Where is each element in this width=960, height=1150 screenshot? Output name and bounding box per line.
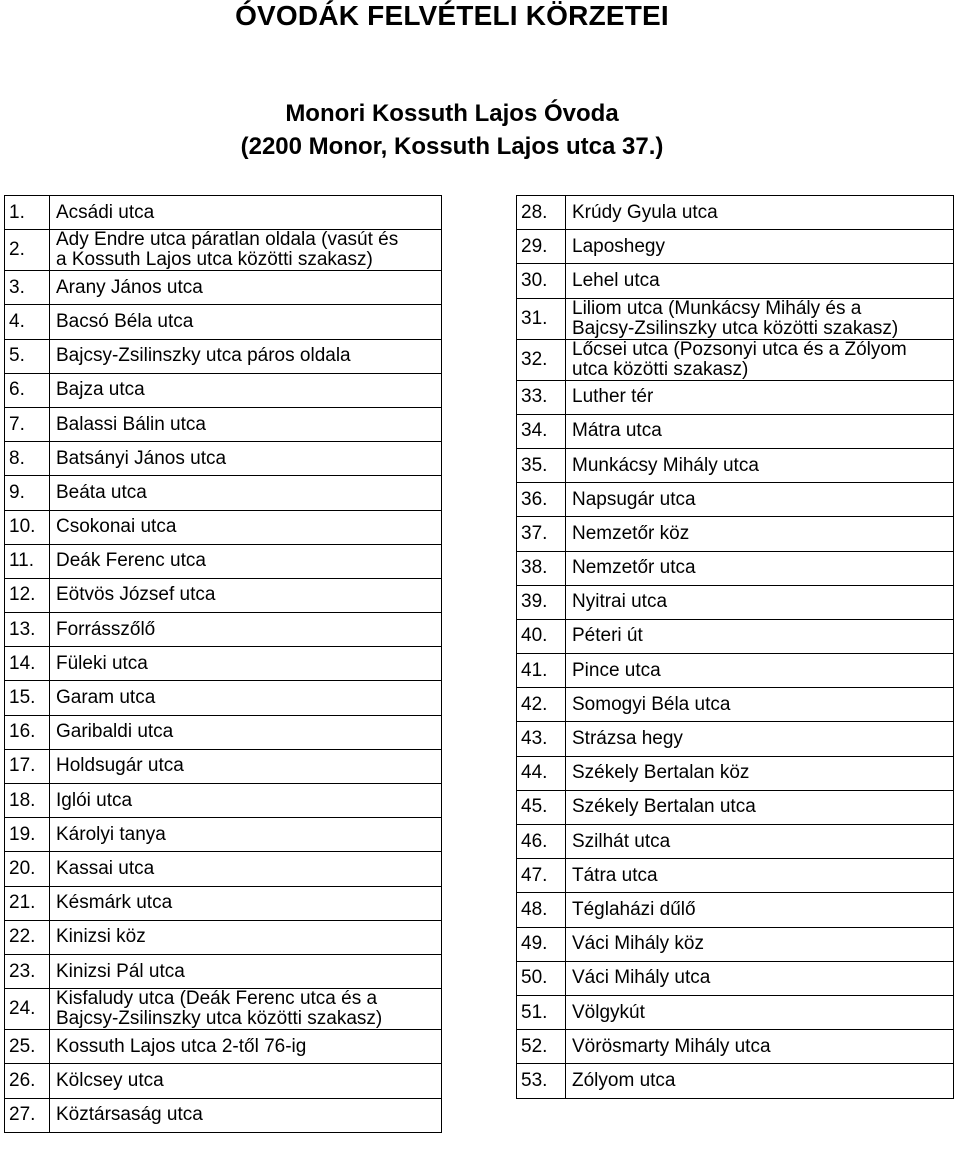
street-name-line: Somogyi Béla utca <box>572 693 731 715</box>
street-row <box>517 995 954 1029</box>
street-number: 33. <box>517 380 566 414</box>
street-name <box>566 264 954 298</box>
street-number: 13. <box>5 613 50 647</box>
street-number: 50. <box>517 961 566 995</box>
street-name-line: Batsányi János utca <box>56 447 227 469</box>
street-name-line: Kisfaludy utca (Deák Ferenc utca és a <box>56 988 378 1010</box>
street-name-line: Bajza utca <box>56 379 145 401</box>
street-number: 19. <box>5 818 50 852</box>
street-row <box>5 989 442 1030</box>
street-row <box>517 551 954 585</box>
street-name <box>50 613 442 647</box>
street-name-line: Vörösmarty Mihály utca <box>572 1035 771 1057</box>
street-name-line: Strázsa hegy <box>572 728 683 750</box>
street-name <box>566 230 954 264</box>
street-name-line: Acsádi utca <box>56 201 155 223</box>
street-number: 41. <box>517 654 566 688</box>
street-name-line: Eötvös József utca <box>56 584 216 606</box>
street-number: 4. <box>5 305 50 339</box>
street-row <box>517 230 954 264</box>
street-row <box>5 305 442 339</box>
street-row <box>5 339 442 373</box>
street-name <box>566 414 954 448</box>
street-row <box>517 483 954 517</box>
street-number: 37. <box>517 517 566 551</box>
street-number: 23. <box>5 954 50 988</box>
street-number: 7. <box>5 407 50 441</box>
street-name <box>566 722 954 756</box>
street-name <box>50 373 442 407</box>
street-name <box>566 756 954 790</box>
street-row <box>517 1064 954 1098</box>
street-name-line: Bajcsy-Zsilinszky utca páros oldala <box>56 345 351 367</box>
street-name-line: Liliom utca (Munkácsy Mihály és a <box>572 297 862 319</box>
street-number: 20. <box>5 852 50 886</box>
street-name-line: Lőcsei utca (Pozsonyi utca és a Zólyom <box>572 338 907 360</box>
street-row <box>5 749 442 783</box>
street-number: 8. <box>5 442 50 476</box>
street-name <box>50 196 442 230</box>
street-name <box>566 585 954 619</box>
street-name <box>566 517 954 551</box>
street-row <box>517 654 954 688</box>
street-name <box>50 749 442 783</box>
street-row <box>517 585 954 619</box>
street-name-line: Csokonai utca <box>56 516 177 538</box>
street-name-line: Forrásszőlő <box>56 618 156 640</box>
street-row <box>5 476 442 510</box>
street-row <box>517 448 954 482</box>
street-number: 21. <box>5 886 50 920</box>
street-number: 40. <box>517 619 566 653</box>
street-name <box>50 852 442 886</box>
street-name <box>566 483 954 517</box>
street-number: 30. <box>517 264 566 298</box>
street-name-line: Kossuth Lajos utca 2-től 76-ig <box>56 1035 307 1057</box>
street-name-line: Péteri út <box>572 625 643 647</box>
street-name-line: Napsugár utca <box>572 488 696 510</box>
street-row <box>5 613 442 647</box>
street-row <box>5 852 442 886</box>
street-name-line: Mátra utca <box>572 420 662 442</box>
street-name <box>50 230 442 271</box>
street-number: 3. <box>5 271 50 305</box>
street-name <box>50 271 442 305</box>
street-number: 35. <box>517 448 566 482</box>
street-row <box>517 825 954 859</box>
street-name <box>50 510 442 544</box>
street-number: 31. <box>517 298 566 339</box>
street-row <box>517 517 954 551</box>
street-name <box>566 654 954 688</box>
street-name <box>566 551 954 585</box>
street-name <box>566 298 954 339</box>
street-name-line: Beáta utca <box>56 481 147 503</box>
street-number: 45. <box>517 790 566 824</box>
street-row <box>517 893 954 927</box>
street-name <box>566 688 954 722</box>
street-table-right <box>516 195 954 1099</box>
street-name-line: Bajcsy-Zsilinszky utca közötti szakasz) <box>572 317 899 339</box>
street-row <box>5 784 442 818</box>
street-name <box>566 825 954 859</box>
street-row <box>517 756 954 790</box>
street-row <box>517 339 954 380</box>
street-row <box>5 544 442 578</box>
street-number: 16. <box>5 715 50 749</box>
street-name-line: Zólyom utca <box>572 1069 676 1091</box>
street-name-line: Bacsó Béla utca <box>56 310 194 332</box>
street-name <box>50 1098 442 1132</box>
street-row <box>5 196 442 230</box>
street-name <box>566 619 954 653</box>
street-row <box>5 271 442 305</box>
street-name-line: Bajcsy-Zsilinszky utca közötti szakasz) <box>56 1008 383 1030</box>
street-name <box>566 448 954 482</box>
street-number: 15. <box>5 681 50 715</box>
street-number: 43. <box>517 722 566 756</box>
street-name-line: Téglaházi dűlő <box>572 898 696 920</box>
street-number: 24. <box>5 989 50 1030</box>
street-row <box>517 790 954 824</box>
street-name <box>566 196 954 230</box>
street-name <box>50 954 442 988</box>
street-name <box>566 1064 954 1098</box>
street-row <box>517 414 954 448</box>
street-number: 27. <box>5 1098 50 1132</box>
street-row <box>5 1098 442 1132</box>
street-row <box>5 715 442 749</box>
street-number: 46. <box>517 825 566 859</box>
street-name-line: Arany János utca <box>56 276 203 298</box>
street-name-line: Laposhegy <box>572 235 665 257</box>
street-name-line: Köztársaság utca <box>56 1104 203 1126</box>
street-name <box>50 989 442 1030</box>
street-number: 17. <box>5 749 50 783</box>
street-name <box>50 886 442 920</box>
kindergarten-address: (2200 Monor, Kossuth Lajos utca 37.) <box>240 133 664 160</box>
street-number: 25. <box>5 1030 50 1064</box>
street-row <box>5 510 442 544</box>
street-name-line: Munkácsy Mihály utca <box>572 454 759 476</box>
street-name <box>50 544 442 578</box>
street-name <box>50 476 442 510</box>
street-name-line: Késmárk utca <box>56 892 173 914</box>
street-name-line: Garibaldi utca <box>56 721 174 743</box>
street-number: 42. <box>517 688 566 722</box>
street-number: 26. <box>5 1064 50 1098</box>
street-row <box>517 1030 954 1064</box>
street-row <box>517 722 954 756</box>
street-row <box>5 920 442 954</box>
street-name-line: Krúdy Gyula utca <box>572 201 718 223</box>
street-name-line: utca közötti szakasz) <box>572 358 749 380</box>
street-table-left-body <box>5 196 442 1133</box>
street-name-line: Kölcsey utca <box>56 1069 164 1091</box>
street-name-line: Váci Mihály utca <box>572 967 711 989</box>
street-number: 22. <box>5 920 50 954</box>
street-name-line: Iglói utca <box>56 789 133 811</box>
street-name <box>50 1030 442 1064</box>
document-title: ÓVODÁK FELVÉTELI KÖRZETEI <box>235 0 669 31</box>
street-name-line: Ady Endre utca páratlan oldala (vasút és <box>56 229 399 251</box>
street-name-line: Kinizsi köz <box>56 926 146 948</box>
street-number: 10. <box>5 510 50 544</box>
street-number: 32. <box>517 339 566 380</box>
street-name-line: a Kossuth Lajos utca közötti szakasz) <box>56 249 373 271</box>
street-name <box>50 715 442 749</box>
street-name-line: Holdsugár utca <box>56 755 184 777</box>
street-number: 49. <box>517 927 566 961</box>
street-name-line: Deák Ferenc utca <box>56 550 206 572</box>
street-row <box>5 442 442 476</box>
street-name-line: Székely Bertalan köz <box>572 762 750 784</box>
street-row <box>5 681 442 715</box>
street-name-line: Luther tér <box>572 386 654 408</box>
street-name <box>566 380 954 414</box>
street-name-line: Kassai utca <box>56 857 155 879</box>
street-row <box>517 859 954 893</box>
street-number: 36. <box>517 483 566 517</box>
kindergarten-name: Monori Kossuth Lajos Óvoda <box>285 100 619 127</box>
street-name <box>50 920 442 954</box>
street-number: 53. <box>517 1064 566 1098</box>
street-name <box>50 681 442 715</box>
street-name-line: Szilhát utca <box>572 830 671 852</box>
street-name-line: Füleki utca <box>56 652 148 674</box>
street-number: 9. <box>5 476 50 510</box>
street-table-right-body <box>517 196 954 1099</box>
street-name-line: Garam utca <box>56 687 156 709</box>
street-row <box>5 886 442 920</box>
street-number: 5. <box>5 339 50 373</box>
street-name <box>566 1030 954 1064</box>
street-row <box>5 1030 442 1064</box>
street-name <box>50 305 442 339</box>
street-name <box>50 442 442 476</box>
street-number: 52. <box>517 1030 566 1064</box>
street-name-line: Pince utca <box>572 659 661 681</box>
street-name-line: Székely Bertalan utca <box>572 796 756 818</box>
street-row <box>5 647 442 681</box>
street-number: 28. <box>517 196 566 230</box>
street-name <box>566 927 954 961</box>
street-row <box>517 927 954 961</box>
street-number: 38. <box>517 551 566 585</box>
street-number: 12. <box>5 578 50 612</box>
street-row <box>5 373 442 407</box>
street-name <box>50 407 442 441</box>
street-name-line: Tátra utca <box>572 864 658 886</box>
street-row <box>5 578 442 612</box>
street-number: 1. <box>5 196 50 230</box>
street-name-line: Váci Mihály köz <box>572 933 704 955</box>
street-name <box>50 784 442 818</box>
street-number: 2. <box>5 230 50 271</box>
street-row <box>517 619 954 653</box>
street-row <box>5 230 442 271</box>
street-row <box>517 196 954 230</box>
street-table-left <box>4 195 442 1133</box>
street-name <box>566 790 954 824</box>
street-name <box>50 578 442 612</box>
street-number: 34. <box>517 414 566 448</box>
street-row <box>517 298 954 339</box>
street-name <box>566 995 954 1029</box>
street-name <box>50 339 442 373</box>
street-number: 48. <box>517 893 566 927</box>
street-number: 51. <box>517 995 566 1029</box>
street-name <box>566 339 954 380</box>
street-number: 11. <box>5 544 50 578</box>
street-row <box>5 954 442 988</box>
street-number: 47. <box>517 859 566 893</box>
street-row <box>5 407 442 441</box>
street-row <box>517 961 954 995</box>
street-name-line: Nemzetőr köz <box>572 522 690 544</box>
street-row <box>5 818 442 852</box>
street-name-line: Balassi Bálin utca <box>56 413 206 435</box>
street-row <box>517 688 954 722</box>
street-number: 18. <box>5 784 50 818</box>
street-number: 44. <box>517 756 566 790</box>
street-name <box>50 1064 442 1098</box>
street-name-line: Völgykút <box>572 1001 645 1023</box>
street-name <box>50 818 442 852</box>
street-name <box>566 859 954 893</box>
street-number: 39. <box>517 585 566 619</box>
street-row <box>517 380 954 414</box>
street-name <box>566 893 954 927</box>
street-row <box>5 1064 442 1098</box>
street-name-line: Lehel utca <box>572 269 660 291</box>
street-number: 29. <box>517 230 566 264</box>
street-name-line: Nyitrai utca <box>572 591 668 613</box>
street-name-line: Károlyi tanya <box>56 823 166 845</box>
street-name <box>566 961 954 995</box>
street-row <box>517 264 954 298</box>
street-number: 14. <box>5 647 50 681</box>
street-name-line: Kinizsi Pál utca <box>56 960 185 982</box>
street-name <box>50 647 442 681</box>
street-name-line: Nemzetőr utca <box>572 557 696 579</box>
street-number: 6. <box>5 373 50 407</box>
